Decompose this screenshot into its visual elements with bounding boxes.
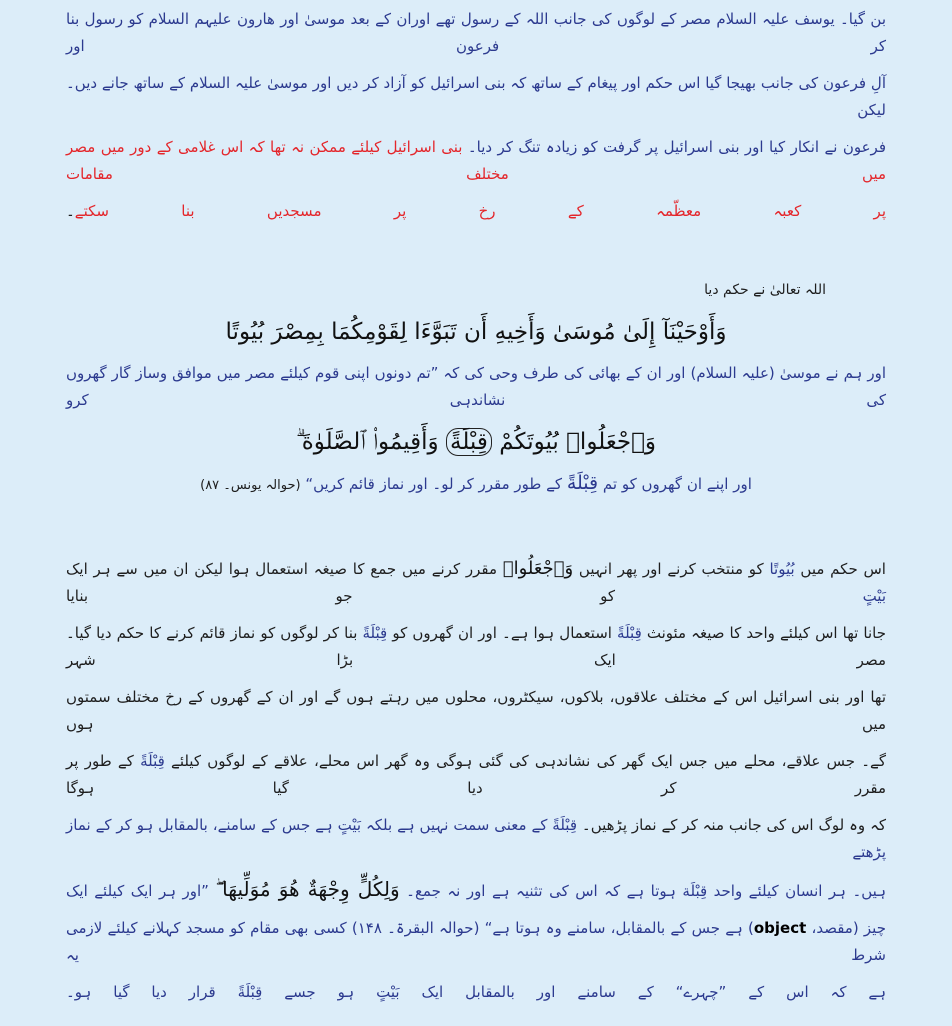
verse-intro: اللہ تعالیٰ نے حکم دیا <box>704 282 826 298</box>
text-segment: بن گیا۔ یوسف علیہ السلام مصر کے لوگوں کی جانب اللہ کے رسول تھے اوران کے بعد موسیٰ اور ھارون علیہم السلام کو رسول بنا کر فرعون اور <box>66 10 886 55</box>
text-segment: بنی اسرائیل کیلئے ممکن نہ تھا کہ اس غلامی کے دور میں مصر میں مختلف مقامات <box>66 138 886 183</box>
text-segment: کہ وہ لوگ اس کی جانب منہ کر کے نماز پڑھیں۔ <box>577 816 886 834</box>
verse-text: وَٱجْعَلُوا۟ بُيُوتَكُمْ <box>499 429 657 455</box>
text-segment: ”اور ہر ایک کیلئے ایک <box>66 882 216 900</box>
intro-line <box>66 70 886 124</box>
body-line <box>66 876 886 905</box>
reference-yunus-87: (حوالہ یونس۔ ۸۷) <box>200 478 301 493</box>
verse-text: وَأَقِيمُوا۟ ٱلصَّلَوٰةَ ۗ <box>295 429 439 455</box>
body-line <box>66 684 886 738</box>
translation-text: کے طور مقرر کر لو۔ اور نماز قائم کریں“ <box>305 475 563 493</box>
text-segment: استعمال ہوا ہے۔ اور ان گھروں کو <box>387 624 618 642</box>
text-segment: وَٱجْعَلُوا۟ <box>502 558 574 579</box>
text-segment: پر کعبہ معظّمہ کے رخ پر مسجدیں بنا سکتے <box>74 202 886 220</box>
text-segment: جانا تھا اس کیلئے واحد کا صیغہ مئونث <box>641 624 886 642</box>
text-segment: ۔ <box>66 202 75 220</box>
text-segment: کو جو بنایا <box>66 587 863 605</box>
text-segment: ہیں۔ ہر انسان کیلئے واحد قِبْلَة ہوتا ہے کہ اس کی تثنیہ ہے اور نہ جمع۔ <box>399 882 886 900</box>
text-segment: ) ہے جس کے بالمقابل، سامنے وہ ہوتا ہے“ (حوالہ البقرۃ۔ ۱۴۸) کسی بھی مقام کو مسجد کہلانے کیلئے لازمی شرط یہ <box>66 919 886 964</box>
text-segment: آلِ فرعون کی جانب بھیجا گیا اس حکم اور پیغام کے ساتھ کہ بنی اسرائیل کو آزاد کر دیں اور موسیٰ علیہ السلام کے ساتھ جانے دیں۔ لیکن <box>66 74 886 119</box>
verse-translation-2 <box>66 470 886 499</box>
body-line <box>66 748 886 802</box>
text-segment: بَيْتٍ <box>862 587 886 605</box>
intro-paragraph <box>66 6 886 225</box>
text-segment: وَلِكُلٍّ وِجْهَةٌ هُوَ مُوَلِّيهَا ۖ <box>215 877 400 901</box>
qibla-word: قِبْلَةً <box>566 472 599 494</box>
body-line <box>66 555 886 610</box>
body-line <box>66 620 886 674</box>
body-line <box>66 812 886 866</box>
body-paragraph <box>66 555 886 1006</box>
verse-translation-1: اور ہم نے موسیٰ (علیہ السلام) اور ان کے بھائی کی طرف وحی کی کہ ”تم دونوں اپنی قوم کیلئے مصر میں موافق وساز گار گھروں کی نشاندہی کرو <box>66 364 886 409</box>
text-segment: قِبْلَةً <box>362 624 388 642</box>
quran-verse-yunus-87-part2 <box>66 424 886 460</box>
text-segment: کو منتخب کرنے اور پھر انہیں <box>573 560 770 578</box>
translation-text: اور اپنے ان گھروں کو تم <box>602 475 752 493</box>
text-segment: قِبْلَةً <box>617 624 642 642</box>
body-line <box>66 979 886 1006</box>
text-segment: تھا اور بنی اسرائیل اس کے مختلف علاقوں، بلاکوں، سیکٹروں، محلوں میں رہتے ہوں گے اور ان کے گھروں کے رخ مختلف سمتوں میں ہوں <box>66 688 886 733</box>
text-segment: قِبْلَةً <box>140 752 165 770</box>
text-segment: object <box>753 919 807 937</box>
text-segment: فرعون نے انکار کیا اور بنی اسرائیل پر گرفت کو زیادہ تنگ کر دیا۔ <box>462 138 886 156</box>
text-segment: اس حکم میں <box>794 560 886 578</box>
body-line <box>66 915 886 969</box>
intro-line <box>66 198 886 225</box>
text-segment: قِبْلَةً کے معنی سمت نہیں ہے بلکہ بَيْتٍ ہے جس کے سامنے، بالمقابل ہو کر کے نماز پڑھتے <box>66 816 886 861</box>
text-segment: ہے کہ اس کے ”چہرے“ کے سامنے اور بالمقابل ایک بَيْتٍ ہو جسے قِبْلَةً قرار دیا گیا ہو۔ <box>66 983 886 1001</box>
text-segment: بنا کر لوگوں کو نماز قائم کرنے کا حکم دیا گیا۔ مصر ایک بڑا شہر <box>66 624 886 669</box>
text-segment: مقرر کرنے میں جمع کا صیغہ استعمال ہوا لیکن ان میں سے ہر ایک <box>66 560 503 578</box>
text-segment: بُيُوتًا <box>769 560 795 578</box>
text-segment: کے طور پر مقرر کر دیا گیا ہوگا <box>66 752 886 797</box>
intro-line <box>66 134 886 188</box>
intro-line <box>66 6 886 60</box>
qibla-boxed-word: قِبْلَةً <box>446 428 492 456</box>
text-segment: چیز (مقصد، <box>806 919 886 937</box>
text-segment: گے۔ جس علاقے، محلے میں جس ایک گھر کی نشاندہی کی گئی ہوگی وہ گھر اس محلے، علاقے کے لوگوں کیلئے <box>164 752 886 770</box>
quran-verse-yunus-87-part1: وَأَوْحَيْنَآ إِلَىٰ مُوسَىٰ وَأَخِيهِ أَن تَبَوَّءَا لِقَوْمِكُمَا بِمِصْرَ بُيُوتًا <box>225 319 727 345</box>
